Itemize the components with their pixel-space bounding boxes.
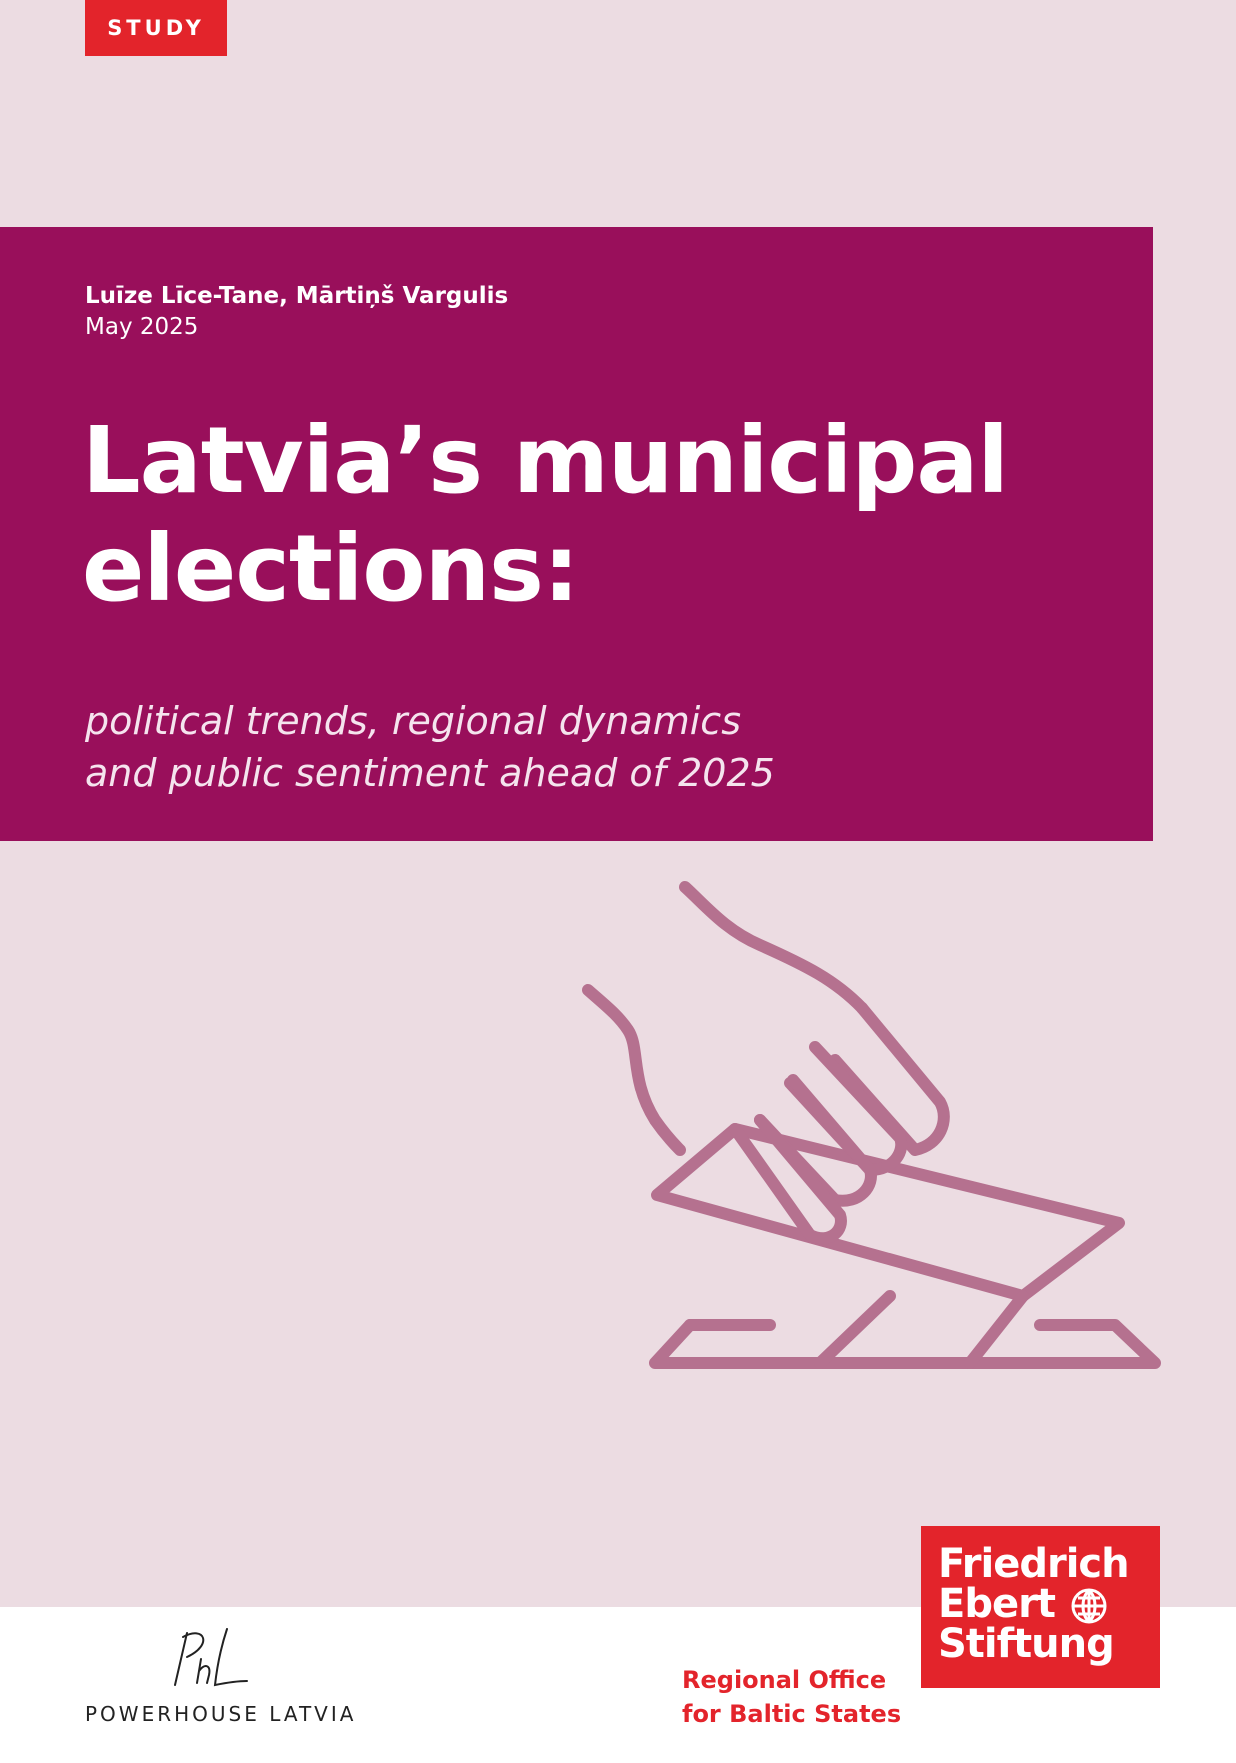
study-tag: STUDY: [85, 0, 227, 56]
fes-logo-line-2: Ebert: [938, 1581, 1055, 1627]
subtitle-line-1: political trends, regional dynamics: [85, 699, 742, 743]
powerhouse-latvia-name: POWERHOUSE LATVIA: [85, 1702, 357, 1726]
authors: Luīze Līce-Tane, Mārtiņš Vargulis: [85, 283, 509, 309]
globe-icon: [1069, 1586, 1109, 1626]
title-line-1: Latvia’s municipal: [82, 407, 1008, 514]
office-line-1: Regional Office: [682, 1666, 887, 1694]
title-line-2: elections:: [82, 515, 579, 622]
powerhouse-latvia-logo-icon: [165, 1623, 255, 1693]
fes-logo-line-1: Friedrich: [938, 1541, 1129, 1587]
office-line-2: for Baltic States: [682, 1700, 902, 1728]
regional-office: [682, 1663, 901, 1731]
subtitle-line-2: and public sentiment ahead of 2025: [85, 751, 775, 795]
publication-date: May 2025: [85, 314, 199, 340]
fes-logo: [921, 1526, 1160, 1688]
fes-logo-line-3: Stiftung: [938, 1621, 1114, 1667]
